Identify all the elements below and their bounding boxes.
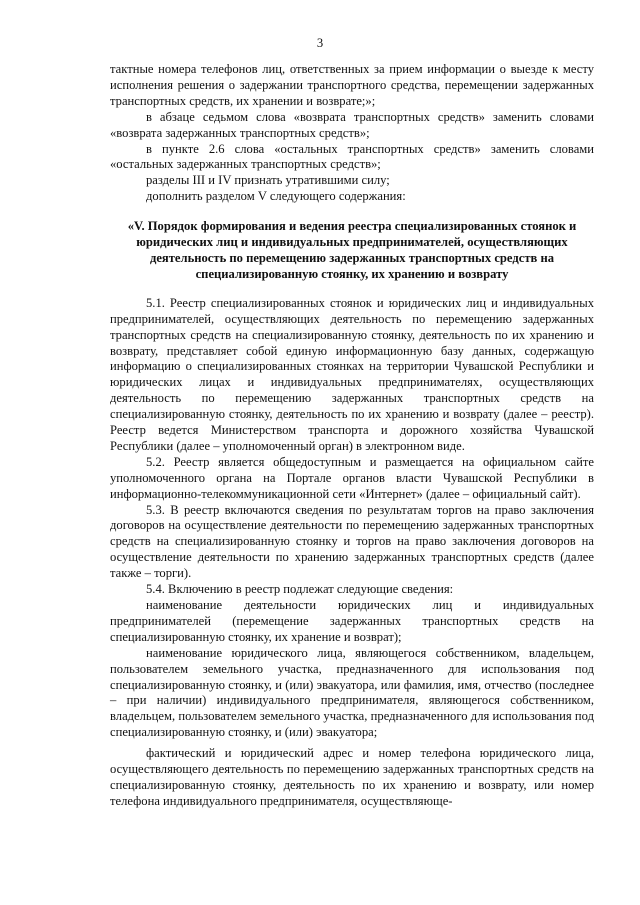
section-paragraph: фактический и юридический адрес и номер телефона юридического лица, осуществляющего деятельность по перемещению задержанных транспортных средств на специализированную стоянку, деятельность по их хранению и возврату, или номер телефона индивидуального предпринимателя, осуществляюще- <box>110 746 594 808</box>
document-body <box>110 62 594 810</box>
intro-paragraph: дополнить разделом V следующего содержания: <box>146 189 406 204</box>
section-paragraph: наименование юридического лица, являющегося собственником, владельцем, пользователем земельного участка, предназначенного для использования под специализированную стоянку, и (или) эвакуатора, или фамилия, имя, отчество (последнее – при наличии) индивидуального предпринимателя, являющегося собственником, владельцем, пользователем земельного участка, предназначенного для использования под специализированную стоянку, и (или) эвакуатора; <box>110 645 594 740</box>
intro-paragraph: в абзаце седьмом слова «возврата транспортных средств» заменить словами «возврата задержанных транспортных средств»; <box>110 109 594 140</box>
intro-paragraph-continuation: тактные номера телефонов лиц, ответственных за прием информации о выезде к месту исполнения решения о задержании транспортного средства, перемещении задержанных транспортных средств, их хранении и возврате;»; <box>110 62 594 108</box>
section-paragraph: наименование деятельности юридических лиц и индивидуальных предпринимателей (перемещение задержанных транспортных средств на специализированную стоянку, их хранение и возврат); <box>110 598 594 644</box>
intro-paragraph: в пункте 2.6 слова «остальных транспортных средств» заменить словами «остальных задержанных транспортных средств»; <box>110 141 594 172</box>
page-number: 3 <box>316 36 324 50</box>
section-paragraph: 5.1. Реестр специализированных стоянок и юридических лиц и индивидуальных предпринимателей, осуществляющих деятельность по перемещению задержанных транспортных средств на специализированную стоянку, деятельность по их хранению и возврату, представляет собой единую информационную базу данных, содержащую информацию о специализированных стоянках на территории Чувашской Республики и юридических лицах и индивидуальных предпринимателях, осуществляющих деятельность по перемещению задержанных транспортных средств на специализированную стоянку, деятельность по их хранению и возврату (далее – реестр). Реестр ведется Министерством транспорта и дорожного хозяйства Чувашской Республики (далее – уполномоченный орган) в электронном виде. <box>110 295 594 453</box>
intro-paragraph: разделы III и IV признать утратившими силу; <box>146 173 390 188</box>
section-paragraph: 5.4. Включению в реестр подлежат следующие сведения: <box>146 582 454 597</box>
section-title: «V. Порядок формирования и ведения реестра специализированных стоянок и юридических лиц и индивидуальных предпринимателей, осуществляющих деятельность по перемещению задержанных транспортных средств на специализированную стоянку, их хранению и возврату <box>127 219 577 281</box>
section-paragraph: 5.2. Реестр является общедоступным и размещается на официальном сайте уполномоченного органа на Портале органов власти Чувашской Республики в информационно-телекоммуникационной сети «Интернет» (далее – официальный сайт). <box>110 454 594 501</box>
section-paragraph: 5.3. В реестр включаются сведения по результатам торгов на право заключения договоров на осуществление деятельности по перемещению задержанных транспортных средств на специализированную стоянку и торгов на право заключения договоров на осуществление деятельности по хранению задержанных транспортных средств (далее также – торги). <box>110 502 594 581</box>
